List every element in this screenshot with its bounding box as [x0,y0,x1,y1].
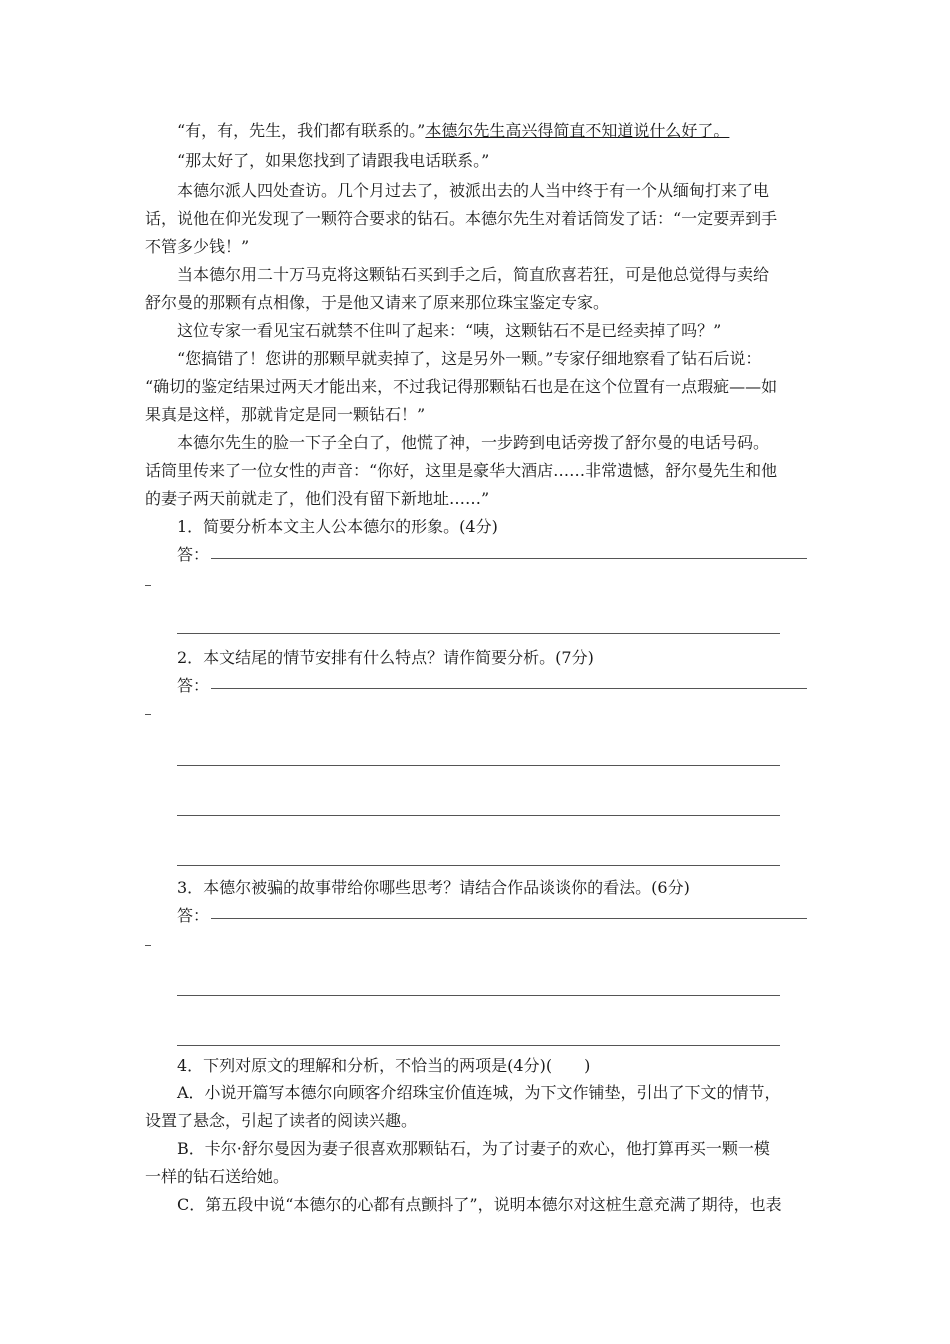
passage-line: 本德尔先生的脸一下子全白了，他慌了神，一步跨到电话旁拨了舒尔曼的电话号码。 [177,433,770,452]
answer-label: 答： [177,676,210,695]
passage-line: 当本德尔用二十万马克将这颗钻石买到手之后，简直欣喜若狂，可是他总觉得与卖给 [177,265,770,284]
passage-line: 话，说他在仰光发现了一颗符合要求的钻石。本德尔先生对着话筒发了话：“一定要弄到手 [145,209,778,228]
passage-line: 这位专家一看见宝石就禁不住叫了起来：“咦，这颗钻石不是已经卖掉了吗？” [177,321,722,340]
passage-line: “您搞错了！您讲的那颗早就卖掉了，这是另外一颗。”专家仔细地察看了钻石后说： [177,349,762,368]
option-a: A．小说开篇写本德尔向顾客介绍珠宝价值连城，为下文作铺垫，引出了下文的情节， [177,1083,781,1102]
passage-line: 不管多少钱！” [145,237,250,256]
passage-line: “确切的鉴定结果过两天才能出来，不过我记得那颗钻石也是在这个位置有一点瑕疵——如 [145,377,778,396]
answer-label: 答： [177,545,210,564]
answer-line[interactable] [211,558,807,559]
question-2: 2．本文结尾的情节安排有什么特点？请作简要分析。(7分) [177,648,594,667]
underlined-sentence: 本德尔先生高兴得简直不知道说什么好了。 [425,121,730,140]
answer-line[interactable] [177,865,780,866]
passage-line: 果真是这样，那就肯定是同一颗钻石！” [145,405,426,424]
answer-label: 答： [177,906,210,925]
question-3: 3．本德尔被骗的故事带给你哪些思考？请结合作品谈谈你的看法。(6分) [177,878,690,897]
passage-line: 话筒里传来了一位女性的声音：“你好，这里是豪华大酒店……非常遗憾，舒尔曼先生和他 [145,461,778,480]
answer-line[interactable] [177,815,780,816]
answer-line[interactable] [211,688,807,689]
question-1: 1．简要分析本文主人公本德尔的形象。(4分) [177,517,498,536]
answer-line[interactable] [177,765,780,766]
option-c: C．第五段中说“本德尔的心都有点颤抖了”，说明本德尔对这桩生意充满了期待，也表 [177,1195,782,1214]
line-dash [145,945,151,946]
passage-line: 本德尔派人四处查访。几个月过去了，被派出去的人当中终于有一个从缅甸打来了电 [177,181,770,200]
passage-line: “有，有，先生，我们都有联系的。”本德尔先生高兴得简直不知道说什么好了。 [177,121,730,140]
answer-line[interactable] [177,995,780,996]
answer-line[interactable] [211,918,807,919]
line-dash [145,714,151,715]
answer-line[interactable] [177,1045,780,1046]
passage-line: 舒尔曼的那颗有点相像，于是他又请来了原来那位珠宝鉴定专家。 [145,293,610,312]
line-dash [145,585,151,586]
question-4: 4．下列对原文的理解和分析，不恰当的两项是(4分)( ) [177,1056,591,1075]
passage-line: “那太好了，如果您找到了请跟我电话联系。” [177,151,490,170]
option-b: B．卡尔·舒尔曼因为妻子很喜欢那颗钻石，为了讨妻子的欢心，他打算再买一颗一模 [177,1139,770,1158]
passage-line: 的妻子两天前就走了，他们没有留下新地址……” [145,489,490,508]
option-b-cont: 一样的钻石送给她。 [145,1167,290,1186]
option-a-cont: 设置了悬念，引起了读者的阅读兴趣。 [145,1111,418,1130]
answer-line[interactable] [177,633,780,634]
